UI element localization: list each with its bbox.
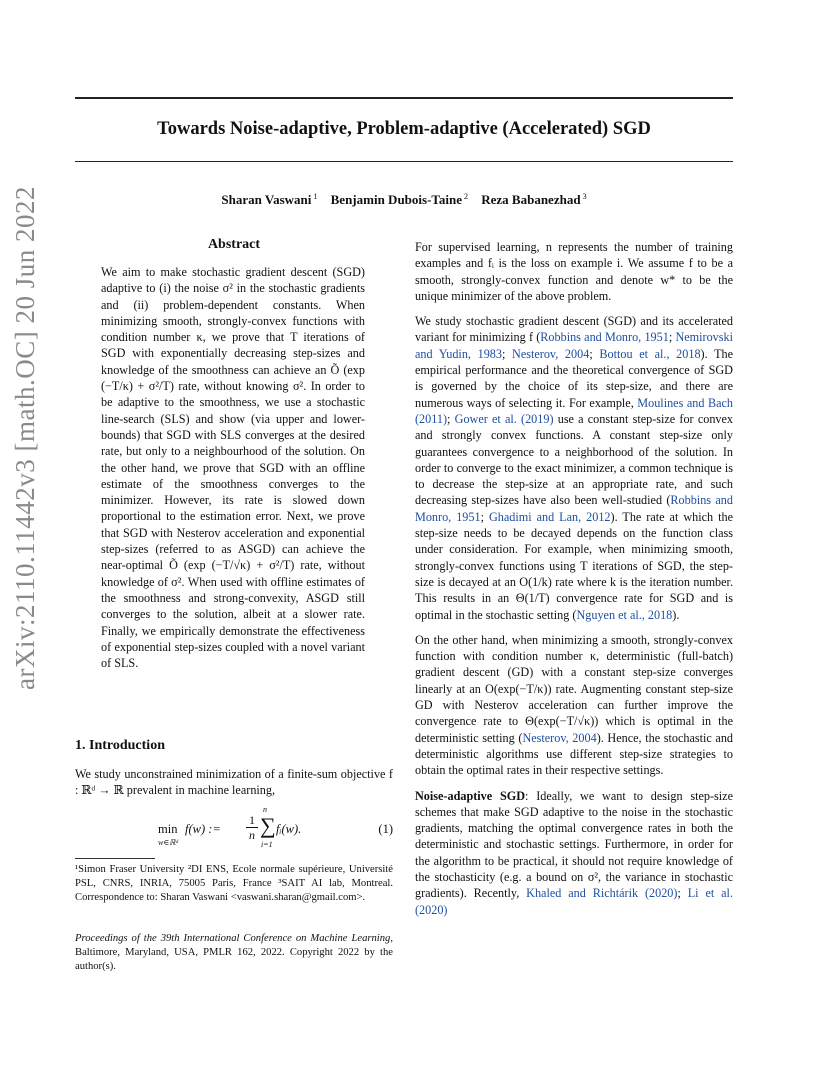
- text-run: ;: [668, 330, 676, 345]
- citation-link[interactable]: Nemirovski and Yudin, 1983: [415, 330, 733, 361]
- author: [331, 192, 468, 207]
- citation-link[interactable]: Nesterov, 2004: [522, 730, 597, 745]
- equation-body: [158, 805, 338, 854]
- footnote-rule: [75, 858, 155, 859]
- citation-link[interactable]: Li et al. (2020): [415, 886, 733, 917]
- citation-link[interactable]: Nesterov, 2004: [512, 346, 590, 361]
- paragraph-supervised-learning: For supervised learning, n represents the number of training examples and fᵢ is the loss on example i. We assume f to be a smooth, strongly-convex function and denote w* to be the unique minimizer of the above problem.: [415, 240, 733, 303]
- equation-1: [75, 805, 393, 854]
- citation-link[interactable]: Ghadimi and Lan, 2012: [488, 509, 611, 524]
- paragraph-sgd-background: [415, 313, 733, 623]
- text-run: We study stochastic gradient descent (SGD) and its accelerated variant for minimizing f (: [415, 314, 733, 345]
- equation-fraction: [246, 813, 258, 842]
- text-run: ). Hence, the stochastic and deterministic algorithms use different step-size strategies to obtain the optimal rates in their respective settings.: [415, 730, 734, 778]
- equation-lhs: f(w) :=: [185, 822, 221, 836]
- citation-link[interactable]: Khaled and Richtárik (2020): [526, 886, 678, 901]
- text-run: ;: [589, 346, 600, 361]
- equation-min-operator: min: [158, 822, 178, 836]
- citation-link[interactable]: Robbins and Monro, 1951: [415, 493, 733, 524]
- citation-link[interactable]: Robbins and Monro, 1951: [540, 330, 669, 345]
- author-list: [75, 192, 733, 208]
- equation-sum-symbol: ∑: [260, 813, 276, 838]
- author-affiliation-mark: 1: [313, 192, 318, 201]
- paper-title: Towards Noise-adaptive, Problem-adaptive (Accelerated) SGD: [157, 119, 651, 139]
- author-name: Sharan Vaswani: [221, 192, 312, 208]
- text-run: On the other hand, when minimizing a smooth, strongly-convex function with condition number κ, deterministic (full-batch) gradient descent (GD) with a constant step-size converges linearly at an O(exp(−T/κ)) rate. Augmenting constant step-size GD with Nesterov acceleration can further improve the convergence rate to Θ(exp(−T/√κ)) which is optimal in the deterministic setting (: [415, 632, 733, 745]
- paragraph-deterministic: [415, 632, 733, 779]
- footnote-affiliations: ¹Simon Fraser University ²DI ENS, Ecole normale supérieure, Université PSL, CNRS, INRIA, 75005 Paris, France ³SAIT AI lab, Montreal. Correspondence to: Sharan Vaswani <vaswani.sharan@gmail.com>.: [75, 864, 393, 903]
- text-run: ).: [672, 607, 680, 622]
- author: [481, 192, 586, 207]
- citation-link[interactable]: Gower et al. (2019): [454, 411, 554, 426]
- equation-number: (1): [378, 822, 393, 836]
- text-run: ;: [447, 411, 455, 426]
- citation-link[interactable]: Nguyen et al., 2018: [576, 607, 673, 622]
- title-top-rule: [75, 97, 733, 99]
- author-name: Reza Babanezhad: [481, 192, 581, 208]
- paragraph-noise-adaptive: [415, 788, 733, 918]
- equation-min-subscript: w∈ℝᵈ: [158, 838, 179, 847]
- text-run: ;: [501, 346, 513, 361]
- abstract-text: We aim to make stochastic gradient descent (SGD) adaptive to (i) the noise σ² in the stochastic gradients and (ii) problem-dependent constants. When minimizing smooth, strongly-convex functions with condition number κ, we prove that T iterations of SGD with exponentially decreasing step-sizes and knowledge of the smoothness can achieve an Õ (exp (−T/κ) + σ²/T) rate, without knowing σ². In order to be adaptive to the smoothness, we use a stochastic line-search (SLS) and show (via upper and lower-bounds) that SGD with SLS converges at the desired rate, but only to a neighbourhood of the solution. On the other hand, we prove that SGD with an offline estimate of the smoothness converges to the minimizer. However, its rate is slowed down proportional to the estimation error. Next, we prove that SGD with Nesterov acceleration and exponential step-sizes (referred to as ASGD) can achieve the near-optimal Õ (exp (−T/√κ) + σ²/T) rate, without knowledge of σ². When used with offline estimates of the smoothness and strong-convexity, ASGD still converges to the solution, albeit at a slower rate. Finally, we empirically demonstrate the effectiveness of exponential step-sizes coupled with a novel variant of SLS.: [101, 265, 365, 671]
- text-run: ). The rate at which the step-size needs to be decayed depends on the function class under consideration. For example, when minimizing smooth, strongly-convex functions using T iterations of SGD, the step-size is decayed at an O(1/k) rate where k is the iteration number. This results in an Θ(1/T) convergence rate for SGD and is optimal in the stochastic setting (: [415, 509, 733, 622]
- equation-fraction-denominator: n: [249, 828, 255, 842]
- paragraph-body: [415, 789, 733, 917]
- text-run: use a constant step-size for convex and strongly convex functions. A constant step-size only guarantees convergence to a neighborhood of the solution. In order to converge to the exact minimizer, a common technique is to decrease the step-size at an appropriate rate, and such decreasing step-sizes have also been well-studied (: [415, 411, 734, 508]
- equation-sum-upper: n: [263, 805, 267, 814]
- title-bottom-rule: [75, 161, 733, 162]
- citation-link[interactable]: Bottou et al., 2018: [599, 346, 701, 361]
- equation-sum-lower: i=1: [261, 840, 273, 849]
- author-name: Benjamin Dubois-Taine: [330, 192, 462, 208]
- author: [221, 192, 317, 207]
- text-run: : Ideally, we want to design step-size schemes that make SGD adaptive to the noise in the stochastic gradients, matching the optimal convergence rates in both the deterministic and stochastic settings. Furthermore, in order for the algorithm to be practical, it should not require knowledge of the stochasticity (e.g. a bound on σ², the variance in stochastic gradients). Recently,: [415, 788, 733, 901]
- introduction-text: We study unconstrained minimization of a finite-sum objective f : ℝᵈ → ℝ prevalent in machine learning,: [75, 767, 393, 798]
- section-heading-introduction: 1. Introduction: [75, 738, 165, 753]
- abstract-heading: Abstract: [207, 237, 261, 252]
- arxiv-identifier: arXiv:2110.11442v3 [math.OC] 20 Jun 2022: [10, 186, 40, 690]
- text-run: ). The empirical performance and the theoretical convergence of SGD is governed by the choice of its step-size, and there are numerous ways of selecting it. For example,: [415, 346, 734, 410]
- proceedings-venue: Proceedings of the 39th International Conference on Machine Learning: [75, 933, 391, 944]
- proceedings-note: [75, 932, 393, 974]
- equation-term: fᵢ(w).: [276, 822, 302, 836]
- text-run: ;: [480, 509, 489, 524]
- author-affiliation-mark: 3: [582, 192, 587, 201]
- right-column: [415, 239, 733, 927]
- citation-link[interactable]: Moulines and Bach (2011): [415, 395, 733, 426]
- proceedings-details: , Baltimore, Maryland, USA, PMLR 162, 2022. Copyright 2022 by the author(s).: [75, 933, 393, 972]
- text-run: ;: [677, 886, 688, 901]
- paragraph-lead: Noise-adaptive SGD: [415, 788, 526, 803]
- equation-fraction-numerator: 1: [249, 813, 255, 827]
- author-affiliation-mark: 2: [464, 192, 468, 201]
